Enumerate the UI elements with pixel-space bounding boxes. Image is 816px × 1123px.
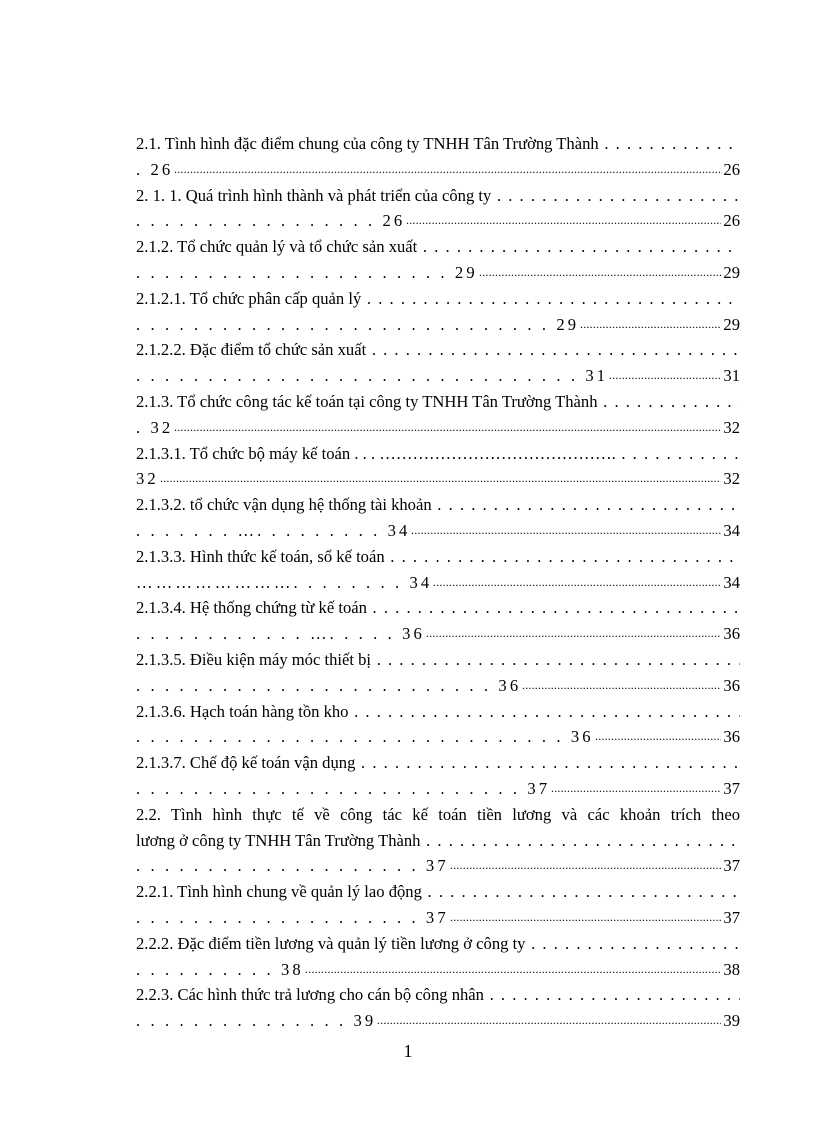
- toc-entry-title: 2.1.3.7. Chế độ kế toán vận dụng . . .: [136, 750, 740, 776]
- toc-entry-title-line: [136, 234, 740, 260]
- toc-entry-title-line: [136, 337, 740, 363]
- toc-entry-cont: . . . . . . . . . . . . . . . . . . . . . . . . . . . 37: [136, 778, 551, 798]
- dot-leader: [433, 570, 721, 596]
- toc-entry: [136, 931, 740, 983]
- table-of-contents: [136, 131, 740, 1034]
- toc-entry: [136, 879, 740, 931]
- dot-leader: [305, 957, 721, 983]
- toc-entry-title: 2.2.3. Các hình thức trả lương cho cán bộ công nhân . . .: [136, 982, 740, 1008]
- toc-entry-title-line: [136, 131, 740, 157]
- toc-entry-page: 31: [722, 363, 740, 389]
- dot-leader: [522, 673, 721, 699]
- toc-entry: [136, 595, 740, 647]
- toc-entry-page: 36: [722, 621, 740, 647]
- toc-entry-title-line-1: 2.2. Tình hình thực tế về công tác kế toán tiền lương và các khoản trích theo: [136, 804, 740, 824]
- toc-entry-continuation: [136, 415, 740, 441]
- toc-entry: [136, 441, 740, 493]
- toc-entry-cont: . . . . . . . . . . . . …. . . . . 36: [136, 624, 425, 644]
- toc-entry-cont: . . . . . . . . . . . . . . . . . . . . . . . . . . . . . . . 31: [136, 366, 609, 386]
- dot-leader: [450, 905, 721, 931]
- toc-entry: [136, 544, 740, 596]
- toc-entry-continuation: [136, 208, 740, 234]
- dot-leader: [174, 157, 721, 183]
- toc-entry-cont: . . . . . . . . . . . . . . . . . . . . 37: [136, 907, 449, 927]
- toc-entry-title-line-2: [136, 828, 740, 854]
- toc-entry: [136, 750, 740, 802]
- toc-entry-continuation: [136, 1008, 740, 1034]
- toc-entry-page: 34: [722, 518, 740, 544]
- toc-entry-page: 39: [722, 1008, 740, 1034]
- toc-entry-title-line: [136, 441, 740, 467]
- page-number: 1: [403, 1041, 413, 1061]
- toc-entry-continuation: [136, 570, 740, 596]
- toc-entry-page: 29: [722, 260, 740, 286]
- toc-entry-cont: . . . . . . . . . . . . . . . . . . . . . . . . . . . . . 29: [136, 314, 580, 334]
- toc-part-1: [136, 131, 740, 802]
- dot-leader: [174, 415, 721, 441]
- toc-entry-cont: . 32: [136, 417, 174, 437]
- toc-entry-page: 32: [722, 466, 740, 492]
- toc-entry: [136, 131, 740, 183]
- toc-entry-continuation: [136, 518, 740, 544]
- toc-entry: [136, 982, 740, 1034]
- toc-entry-page: 29: [722, 312, 740, 338]
- toc-entry-cont: . . . . . . . . . . . . . . . . . . . . 37: [136, 856, 449, 876]
- toc-entry-page: 32: [722, 415, 740, 441]
- toc-entry-continuation: [136, 157, 740, 183]
- toc-entry-page: 37: [722, 905, 740, 931]
- toc-entry-title-line: [136, 982, 740, 1008]
- toc-entry: [136, 647, 740, 699]
- dot-leader: [595, 724, 721, 750]
- toc-entry-continuation: [136, 621, 740, 647]
- toc-entry-cont: . . . . . . . . . . . . . . . . . 26: [136, 211, 406, 231]
- toc-entry: [136, 699, 740, 751]
- dot-leader: [160, 466, 721, 492]
- toc-entry-title: 2.1.3.1. Tổ chức bộ máy kế toán . . . ……………………………………. . . .: [136, 441, 740, 467]
- toc-entry-title: 2.1.2. Tổ chức quản lý và tổ chức sản xuất . . .: [136, 234, 740, 260]
- toc-entry-title: 2.2.1. Tình hình chung về quản lý lao động . . .: [136, 879, 740, 905]
- toc-entry-cont: 32: [136, 469, 159, 489]
- toc-entry-title: 2. 1. 1. Quá trình hình thành và phát triển của công ty . . .: [136, 183, 740, 209]
- toc-entry-title-line: [136, 595, 740, 621]
- toc-entry-title: 2.1.3.6. Hạch toán hàng tồn kho . . .: [136, 699, 740, 725]
- toc-entry-page: 36: [722, 724, 740, 750]
- toc-entry-cont: . . . . . . . . . . . . . . . 39: [136, 1011, 377, 1031]
- toc-entry-title-line: [136, 931, 740, 957]
- toc-entry-title-line: [136, 286, 740, 312]
- toc-entry-title-line: [136, 544, 740, 570]
- toc-entry-cont: . . . . . . . . . . 38: [136, 959, 304, 979]
- toc-entry-continuation: [136, 312, 740, 338]
- toc-entry-title-line: [136, 879, 740, 905]
- dot-leader: [450, 853, 721, 879]
- dot-leader: [411, 518, 721, 544]
- toc-entry-continuation: [136, 905, 740, 931]
- toc-entry-cont: . . . . . . . . . . . . . . . . . . . . . . . . . 36: [136, 675, 522, 695]
- toc-entry-continuation: [136, 724, 740, 750]
- toc-entry-cont: . . . . . . . . . . . . . . . . . . . . . . 29: [136, 262, 478, 282]
- toc-part-2: [136, 879, 740, 1034]
- toc-entry-title-line: [136, 647, 740, 673]
- toc-entry-continuation: [136, 776, 740, 802]
- toc-entry-title: 2.1.3.5. Điều kiện máy móc thiết bị . . .: [136, 647, 740, 673]
- toc-entry-title-line: [136, 492, 740, 518]
- toc-entry-title: 2.1.2.1. Tổ chức phân cấp quản lý . . .: [136, 286, 740, 312]
- toc-entry-title: 2.1.3.3. Hình thức kế toán, sổ kế toán . . .: [136, 544, 740, 570]
- toc-entry: [136, 286, 740, 338]
- toc-entry-title: 2.1. Tình hình đặc điểm chung của công ty TNHH Tân Trường Thành . . .: [136, 131, 740, 157]
- dot-leader: [609, 363, 721, 389]
- toc-entry-title-line: [136, 183, 740, 209]
- toc-entry-title: 2.1.2.2. Đặc điểm tổ chức sản xuất . . .: [136, 337, 740, 363]
- toc-entry-cont: ……………………. . . . . . . . 34: [136, 572, 433, 592]
- dot-leader: [580, 312, 721, 338]
- toc-entry-cont: . . . . . . . …. . . . . . . . . 34: [136, 520, 411, 540]
- toc-entry-page: 38: [722, 957, 740, 983]
- toc-entry-title-line: [136, 699, 740, 725]
- toc-entry-page: 37: [722, 776, 740, 802]
- toc-entry: [136, 183, 740, 235]
- dot-leader: [426, 621, 721, 647]
- toc-entry-title-line: [136, 389, 740, 415]
- toc-entry-title: lương ở công ty TNHH Tân Trường Thành . . .: [136, 828, 740, 854]
- toc-entry-cont: . 26: [136, 159, 174, 179]
- dot-leader: [406, 208, 721, 234]
- dot-leader: [377, 1008, 721, 1034]
- toc-entry: [136, 234, 740, 286]
- toc-entry-page: 34: [722, 570, 740, 596]
- toc-entry-continuation: [136, 853, 740, 879]
- toc-entry-page: 36: [722, 673, 740, 699]
- toc-entry: [136, 492, 740, 544]
- toc-entry-continuation: [136, 673, 740, 699]
- toc-entry-2-2: [136, 802, 740, 879]
- toc-entry-continuation: [136, 363, 740, 389]
- toc-entry: [136, 389, 740, 441]
- toc-entry-cont: . . . . . . . . . . . . . . . . . . . . . . . . . . . . . . 36: [136, 727, 594, 747]
- toc-entry-title: 2.1.3.2. tổ chức vận dụng hệ thống tài khoản . . .: [136, 492, 740, 518]
- toc-entry-continuation: [136, 260, 740, 286]
- toc-entry-page: 26: [722, 157, 740, 183]
- toc-entry: [136, 337, 740, 389]
- toc-entry-page: 26: [722, 208, 740, 234]
- toc-entry-page: 37: [722, 853, 740, 879]
- toc-entry-continuation: [136, 957, 740, 983]
- toc-entry-title: 2.1.3. Tổ chức công tác kế toán tại công ty TNHH Tân Trường Thành . . .: [136, 389, 740, 415]
- dot-leader: [479, 260, 721, 286]
- toc-entry-title: 2.2.2. Đặc điểm tiền lương và quản lý tiền lương ở công ty . . .: [136, 931, 740, 957]
- toc-entry-title-line: [136, 750, 740, 776]
- toc-entry-continuation: [136, 466, 740, 492]
- toc-entry-title: 2.1.3.4. Hệ thống chứng từ kế toán . . .: [136, 595, 740, 621]
- dot-leader: [551, 776, 721, 802]
